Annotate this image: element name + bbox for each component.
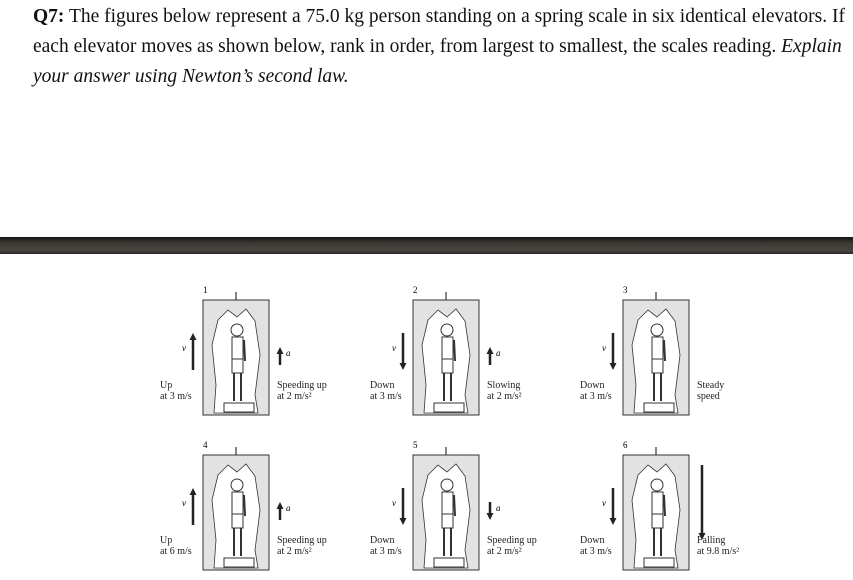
acceleration-arrow-up [487, 347, 494, 365]
elevator-number: 4 [203, 440, 208, 450]
acceleration-description [487, 380, 522, 402]
acceleration-line-1: Speeding up [277, 535, 327, 546]
acceleration-line-2: at 2 m/s² [277, 546, 312, 557]
velocity-line-2: at 3 m/s [160, 391, 192, 402]
elevator-number: 2 [413, 285, 418, 295]
velocity-line-2: at 6 m/s [160, 546, 192, 557]
acceleration-line-2: at 2 m/s² [277, 391, 312, 402]
acceleration-line-1: Speeding up [487, 535, 537, 546]
velocity-description [160, 535, 192, 557]
acceleration-arrow-down [699, 465, 706, 540]
velocity-line-2: at 3 m/s [580, 546, 612, 557]
velocity-line-1: Down [580, 380, 605, 391]
velocity-label: v⃗ [602, 498, 613, 508]
velocity-label: v⃗ [392, 498, 403, 508]
velocity-description [160, 380, 192, 402]
acceleration-label: a⃗ [496, 503, 508, 513]
velocity-line-1: Down [580, 535, 605, 546]
velocity-line-2: at 3 m/s [370, 391, 402, 402]
acceleration-line-2: at 2 m/s² [487, 546, 522, 557]
acceleration-description [697, 535, 739, 557]
acceleration-line-2: speed [697, 391, 720, 402]
elevator-panel-2 [370, 285, 570, 425]
elevator-number: 3 [623, 285, 628, 295]
velocity-description [580, 380, 612, 402]
question-body: The figures below represent a 75.0 kg person standing on a spring scale in six identical elevators. If each elevator moves as shown below, rank in order, from largest to smallest, the scales reading. [33, 6, 845, 57]
acceleration-line-1: Steady [697, 380, 725, 391]
velocity-description [370, 535, 402, 557]
velocity-line-2: at 3 m/s [370, 546, 402, 557]
elevator-drawing [370, 440, 570, 580]
velocity-label: v⃗ [392, 343, 403, 353]
elevator-drawing [160, 440, 360, 580]
acceleration-arrow-up [277, 347, 284, 365]
velocity-label: v⃗ [182, 343, 193, 353]
elevator-panel-3 [580, 285, 780, 425]
elevator-drawing [580, 440, 780, 580]
acceleration-line-1: Speeding up [277, 380, 327, 391]
elevator-panel-5 [370, 440, 570, 580]
velocity-line-1: Up [160, 535, 173, 546]
divider-bar [0, 237, 853, 254]
acceleration-arrow-down [487, 502, 494, 520]
question-text [33, 2, 848, 92]
question-instruction: Explain your answer using Newton’s second law. [33, 36, 842, 87]
acceleration-line-2: at 2 m/s² [487, 391, 522, 402]
elevator-panel-6 [580, 440, 780, 580]
acceleration-description [697, 380, 724, 402]
acceleration-label: a⃗ [286, 503, 298, 513]
acceleration-description [277, 535, 327, 557]
elevator-number: 6 [623, 440, 628, 450]
acceleration-line-1: Slowing [487, 380, 521, 391]
elevator-number: 5 [413, 440, 418, 450]
acceleration-label: a⃗ [496, 348, 508, 358]
acceleration-label: a⃗ [286, 348, 298, 358]
velocity-line-1: Down [370, 535, 395, 546]
velocity-label: v⃗ [602, 343, 613, 353]
acceleration-line-2: at 9.8 m/s² [697, 546, 740, 557]
elevator-drawing [160, 285, 360, 425]
elevator-panel-1 [160, 285, 360, 425]
acceleration-description [487, 535, 537, 557]
acceleration-description [277, 380, 327, 402]
acceleration-arrow-up [277, 502, 284, 520]
velocity-line-2: at 3 m/s [580, 391, 612, 402]
elevator-drawing [580, 285, 780, 425]
velocity-line-1: Up [160, 380, 173, 391]
velocity-description [580, 535, 612, 557]
velocity-label: v⃗ [182, 498, 193, 508]
velocity-description [370, 380, 402, 402]
acceleration-line-1: Falling [697, 535, 726, 546]
elevator-panel-4 [160, 440, 360, 580]
question-label: Q7: [33, 6, 65, 27]
velocity-line-1: Down [370, 380, 395, 391]
elevator-drawing [370, 285, 570, 425]
elevator-number: 1 [203, 285, 208, 295]
